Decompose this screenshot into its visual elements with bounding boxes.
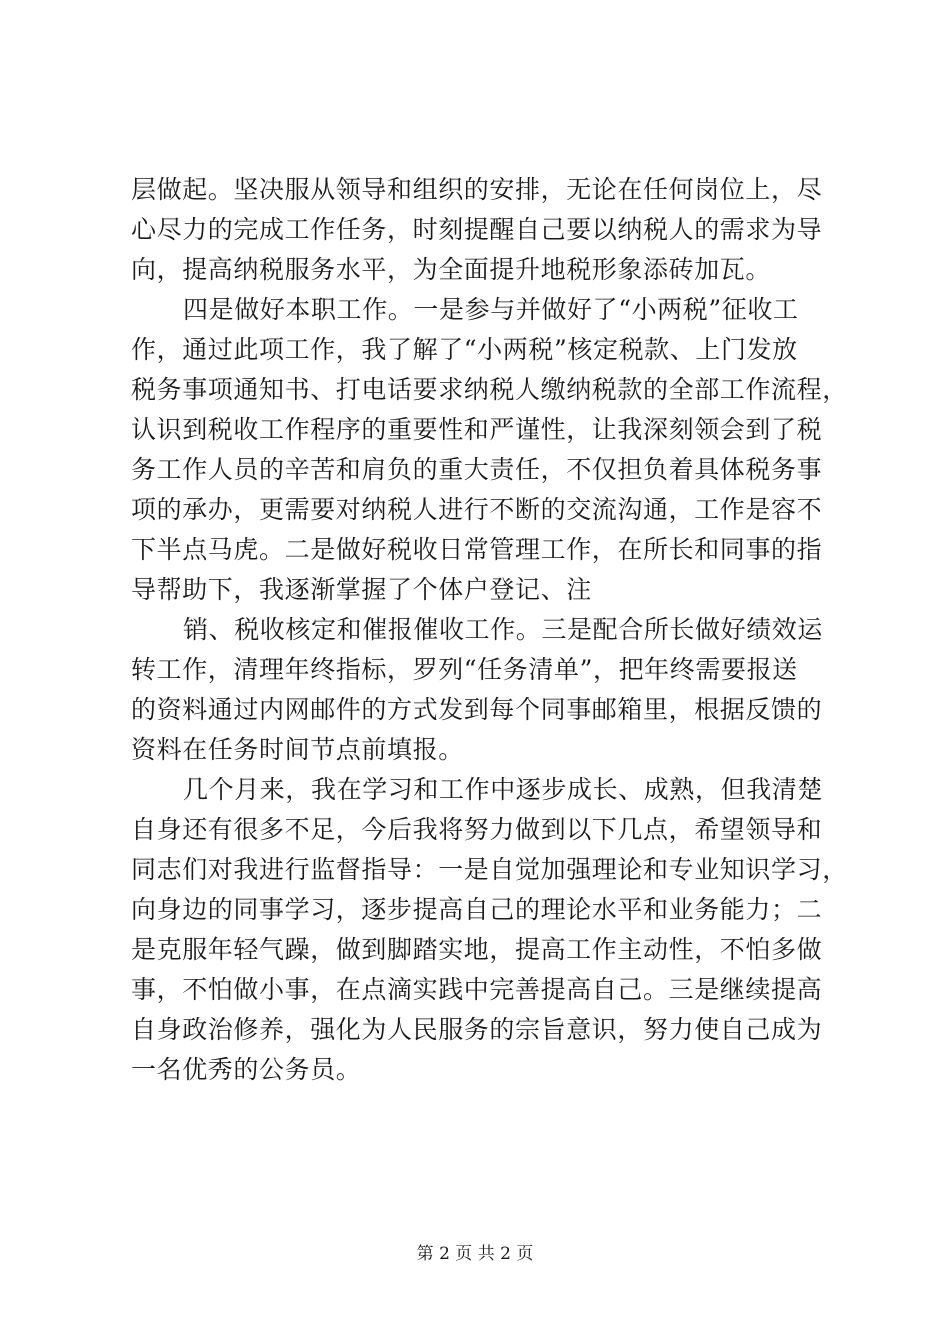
- text-line: 向身边的同事学习，逐步提高自己的理论水平和业务能力；二: [131, 895, 823, 924]
- body-text: [131, 170, 848, 1090]
- text-line: 向，提高纳税服务水平，为全面提升地税形象添砖加瓦。: [131, 255, 772, 284]
- text-line: 资料在任务时间节点前填报。: [131, 735, 464, 764]
- text-line: 几个月来，我在学习和工作中逐步成长、成熟，但我清楚: [183, 775, 824, 804]
- text-line: 税务事项通知书、打电话要求纳税人缴纳税款的全部工作流程，: [131, 375, 848, 404]
- text-line: 是克服年轻气躁，做到脚踏实地，提高工作主动性，不怕多做: [131, 935, 823, 964]
- page-footer: 第 2 页 共 2 页: [416, 1244, 534, 1264]
- text-line: 的资料通过内网邮件的方式发到每个同事邮箱里，根据反馈的: [131, 695, 823, 724]
- text-line: 项的承办，更需要对纳税人进行不断的交流沟通，工作是容不: [131, 495, 823, 524]
- text-line: 心尽力的完成工作任务，时刻提醒自己要以纳税人的需求为导: [131, 215, 823, 244]
- text-line: 四是做好本职工作。一是参与并做好了“小两税”征收工: [183, 295, 799, 324]
- text-line: 自身政治修养，强化为人民服务的宗旨意识，努力使自己成为: [131, 1015, 823, 1044]
- text-line: 事，不怕做小事，在点滴实践中完善提高自己。三是继续提高: [131, 975, 823, 1004]
- text-line: 自身还有很多不足，今后我将努力做到以下几点，希望领导和: [131, 815, 823, 844]
- text-line: 务工作人员的辛苦和肩负的重大责任，不仅担负着具体税务事: [131, 455, 823, 484]
- text-line: 作，通过此项工作，我了解了“小两税”核定税款、上门发放: [131, 335, 798, 364]
- text-line: 认识到税收工作程序的重要性和严谨性，让我深刻领会到了税: [131, 415, 823, 444]
- text-line: 同志们对我进行监督指导：一是自觉加强理论和专业知识学习，: [131, 855, 848, 884]
- text-line: 销、税收核定和催报催收工作。三是配合所长做好绩效运: [183, 615, 824, 644]
- text-line: 下半点马虎。二是做好税收日常管理工作，在所长和同事的指: [131, 535, 823, 564]
- text-line: 转工作，清理年终指标，罗列“任务清单”，把年终需要报送: [131, 655, 798, 684]
- text-line: 层做起。坚决服从领导和组织的安排，无论在任何岗位上，尽: [131, 175, 823, 204]
- text-line: 一名优秀的公务员。: [131, 1055, 362, 1084]
- text-line: 导帮助下，我逐渐掌握了个体户登记、注: [131, 575, 592, 604]
